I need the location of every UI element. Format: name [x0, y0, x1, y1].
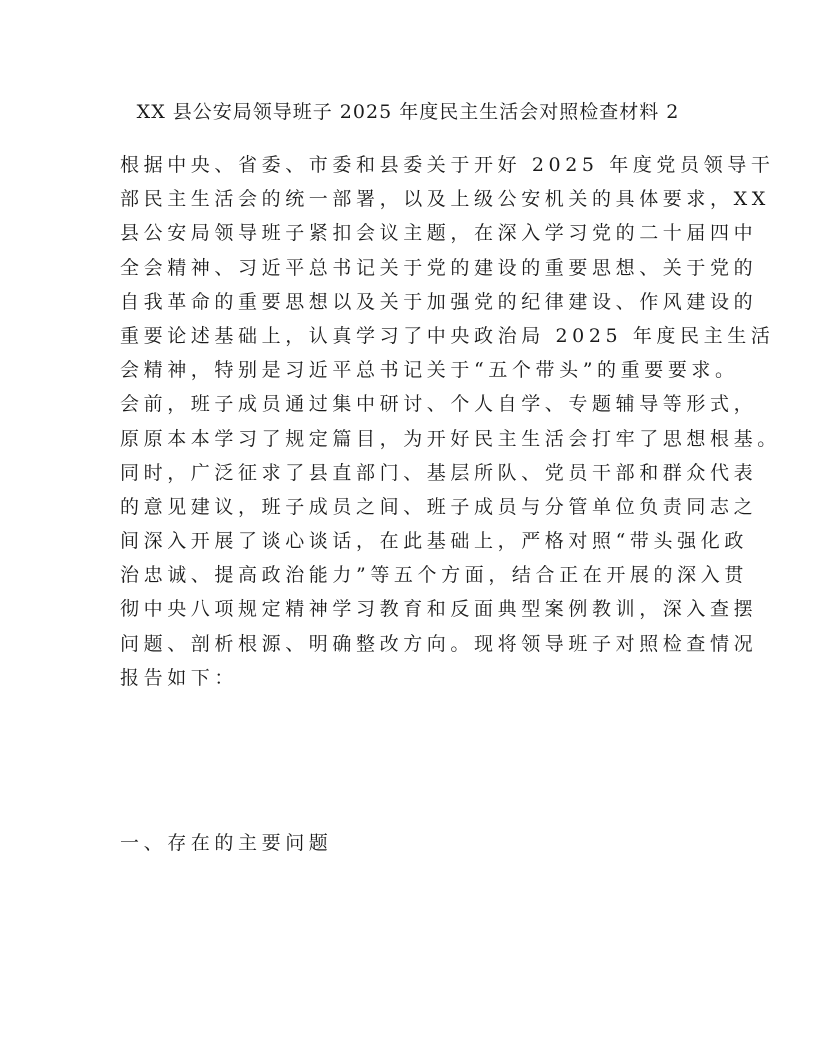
intro-paragraph	[120, 148, 781, 695]
section-heading: 一、存在的主要问题	[120, 832, 333, 854]
paragraph-line: 同时，广泛征求了县直部门、基层所队、党员干部和群众代表	[120, 461, 758, 484]
document-title: XX 县公安局领导班子 2025 年度民主生活会对照检查材料 2	[136, 101, 680, 123]
paragraph-line: 自我革命的重要思想以及关于加强党的纪律建设、作风建设的	[120, 290, 758, 313]
paragraph-line: 间深入开展了谈心谈话，在此基础上，严格对照“带头强化政	[120, 530, 748, 553]
paragraph-line: 治忠诚、提高政治能力”等五个方面，结合正在开展的深入贯	[120, 564, 748, 587]
paragraph-line: 根据中央、省委、市委和县委关于开好 2025 年度党员领导干	[120, 154, 775, 176]
paragraph-line: 报告如下：	[120, 666, 239, 689]
paragraph-line: 会前，班子成员通过集中研讨、个人自学、专题辅导等形式，	[120, 393, 758, 416]
paragraph-line: 全会精神、习近平总书记关于党的建设的重要思想、关于党的	[120, 256, 758, 279]
paragraph-line: 彻中央八项规定精神学习教育和反面典型案例教训，深入查摆	[120, 598, 758, 621]
paragraph-line: 部民主生活会的统一部署，以及上级公安机关的具体要求，XX	[120, 188, 770, 211]
paragraph-line: 的意见建议，班子成员之间、班子成员与分管单位负责同志之	[120, 495, 758, 518]
paragraph-line: 会精神，特别是习近平总书记关于“五个带头”的重要要求。	[120, 359, 739, 382]
paragraph-line: 问题、剖析根源、明确整改方向。现将领导班子对照检查情况	[120, 632, 758, 655]
paragraph-line: 原原本本学习了规定篇目，为开好民主生活会打牢了思想根基。	[120, 427, 781, 450]
paragraph-line: 县公安局领导班子紧扣会议主题，在深入学习党的二十届四中	[120, 222, 758, 245]
paragraph-line: 重要论述基础上，认真学习了中央政治局 2025 年度民主生活	[120, 324, 775, 347]
